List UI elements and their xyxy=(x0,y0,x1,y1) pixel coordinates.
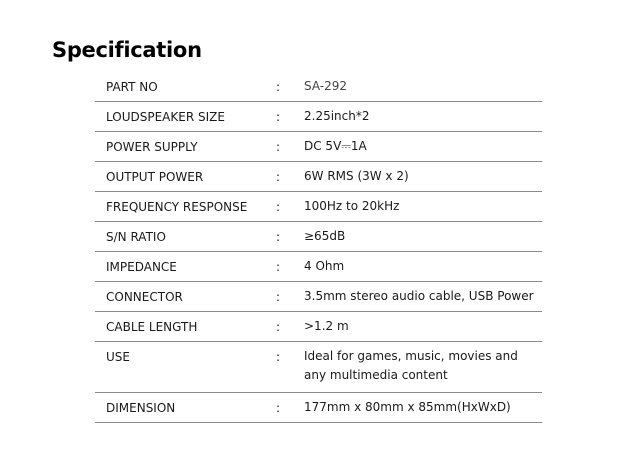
spec-value-line: any multimedia content xyxy=(304,368,448,382)
spec-label: FREQUENCY RESPONSE xyxy=(106,200,248,214)
spec-value-line: Ideal for games, music, movies and xyxy=(304,349,518,363)
spec-row-dimension xyxy=(95,393,542,423)
spec-value: 4 Ohm xyxy=(304,259,345,273)
spec-row-use xyxy=(95,342,542,393)
spec-label: CABLE LENGTH xyxy=(106,320,198,334)
spec-value: >1.2 m xyxy=(304,319,349,333)
spec-value: 100Hz to 20kHz xyxy=(304,199,400,213)
spec-row-output-power xyxy=(95,162,542,192)
spec-value: 177mm x 80mm x 85mm(HxWxD) xyxy=(304,400,511,414)
spec-row-part-no xyxy=(95,72,542,102)
spec-colon: : xyxy=(276,350,281,364)
spec-value xyxy=(304,347,540,385)
spec-label: S/N RATIO xyxy=(106,230,166,244)
spec-row-cable-length xyxy=(95,312,542,342)
spec-colon: : xyxy=(276,320,281,334)
spec-label: POWER SUPPLY xyxy=(106,140,198,154)
spec-value: 2.25inch*2 xyxy=(304,109,370,123)
spec-row-loudspeaker-size xyxy=(95,102,542,132)
spec-colon: : xyxy=(276,170,281,184)
specification-table xyxy=(95,72,542,423)
spec-colon: : xyxy=(276,230,281,244)
spec-colon: : xyxy=(276,260,281,274)
spec-colon: : xyxy=(276,290,281,304)
spec-label: CONNECTOR xyxy=(106,290,183,304)
spec-label: DIMENSION xyxy=(106,401,176,415)
spec-value: SA-292 xyxy=(304,79,348,93)
page-title: Specification xyxy=(52,38,202,62)
spec-colon: : xyxy=(276,401,281,415)
spec-row-power-supply xyxy=(95,132,542,162)
spec-row-frequency-response xyxy=(95,192,542,222)
spec-value: 3.5mm stereo audio cable, USB Power xyxy=(304,289,534,303)
spec-label: LOUDSPEAKER SIZE xyxy=(106,110,225,124)
spec-colon: : xyxy=(276,140,281,154)
spec-value: DC 5V⎓1A xyxy=(304,139,367,153)
spec-colon: : xyxy=(276,200,281,214)
spec-label: OUTPUT POWER xyxy=(106,170,204,184)
spec-row-sn-ratio xyxy=(95,222,542,252)
spec-label: PART NO xyxy=(106,80,158,94)
spec-value: 6W RMS (3W x 2) xyxy=(304,169,409,183)
spec-colon: : xyxy=(276,110,281,124)
spec-value: ≥65dB xyxy=(304,229,346,243)
spec-row-impedance xyxy=(95,252,542,282)
spec-label: USE xyxy=(106,350,130,364)
spec-row-connector xyxy=(95,282,542,312)
spec-label: IMPEDANCE xyxy=(106,260,177,274)
spec-colon: : xyxy=(276,80,281,94)
